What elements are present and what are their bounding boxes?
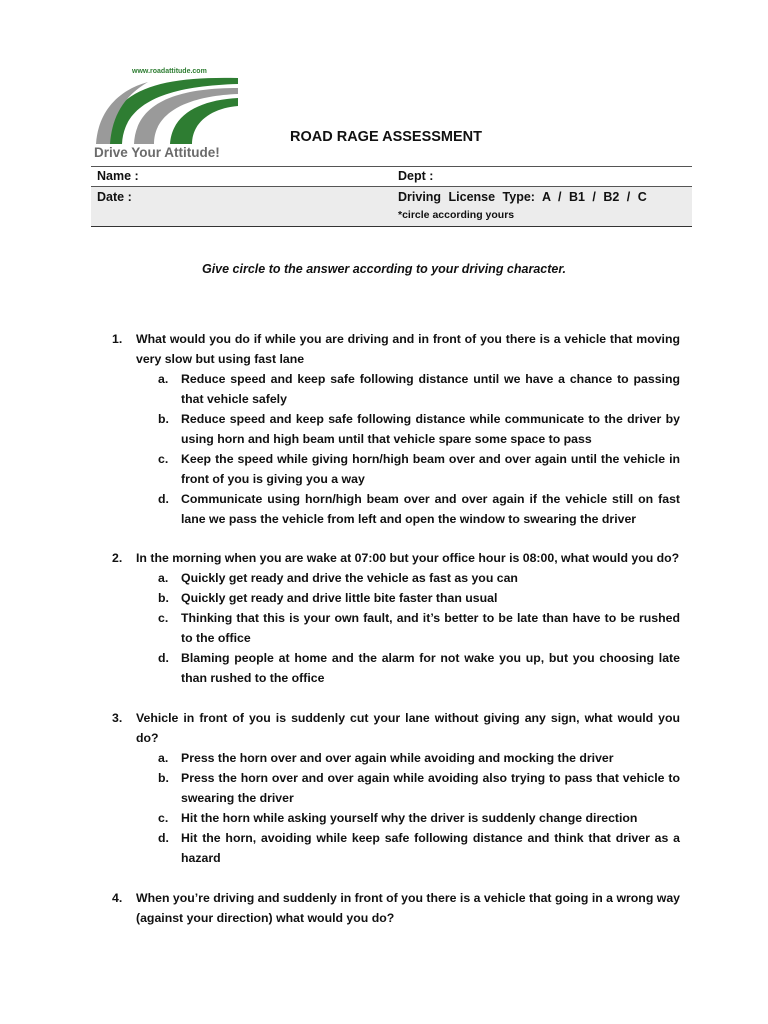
- option-letter: b.: [158, 591, 169, 605]
- option-c: [112, 808, 680, 828]
- question-text: What would you do if while you are driving and in front of you there is a vehicle that moving very slow but using fast lane: [136, 332, 680, 366]
- option-letter: a.: [158, 571, 169, 585]
- question-number: 1.: [112, 332, 123, 346]
- option-letter: d.: [158, 492, 169, 506]
- question-3: [112, 708, 680, 868]
- option-b: [112, 588, 680, 608]
- option-letter: d.: [158, 651, 169, 665]
- question-text: In the morning when you are wake at 07:00 but your office hour is 08:00, what would you do?: [136, 551, 680, 565]
- option-text: Quickly get ready and drive the vehicle as fast as you can: [181, 571, 518, 585]
- question-text: Vehicle in front of you is suddenly cut your lane without giving any sign, what would you do?: [136, 711, 680, 745]
- option-text: Press the horn over and over again while avoiding also trying to pass that vehicle to swearing the driver: [181, 771, 680, 805]
- option-text: Blaming people at home and the alarm for not wake you up, but you choosing late than rushed to the office: [181, 651, 680, 685]
- name-field-label: Name :: [97, 169, 139, 183]
- option-a: [112, 568, 680, 588]
- option-list: [112, 568, 680, 688]
- option-d: [112, 828, 680, 868]
- question-2: [112, 548, 680, 688]
- page-title: ROAD RAGE ASSESSMENT: [290, 129, 483, 145]
- option-d: [112, 489, 680, 529]
- logo-tagline: Drive Your Attitude!: [94, 145, 220, 160]
- option-letter: b.: [158, 412, 169, 426]
- option-c: [112, 449, 680, 489]
- option-text: Hit the horn while asking yourself why the driver is suddenly change direction: [181, 811, 638, 825]
- info-table: [91, 166, 692, 227]
- option-letter: c.: [158, 811, 169, 825]
- option-letter: a.: [158, 751, 169, 765]
- road-curve-icon: [88, 72, 240, 148]
- option-text: Reduce speed and keep safe following distance until we have a chance to passing that vehicle safely: [181, 372, 680, 406]
- option-c: [112, 608, 680, 648]
- option-text: Communicate using horn/high beam over and over again if the vehicle still on fast lane we pass the vehicle from left and open the window to swearing the driver: [181, 492, 680, 526]
- option-d: [112, 648, 680, 688]
- option-letter: c.: [158, 452, 169, 466]
- option-text: Keep the speed while giving horn/high beam over and over again until the vehicle in front of you is giving you a way: [181, 452, 680, 486]
- question-number: 3.: [112, 711, 123, 725]
- license-type-label: Driving License Type: A / B1 / B2 / C: [398, 190, 647, 204]
- option-list: [112, 748, 680, 868]
- info-row-date-license: [91, 187, 692, 226]
- question-4: [112, 888, 680, 928]
- option-letter: b.: [158, 771, 169, 785]
- question-number: 4.: [112, 891, 123, 905]
- question-number: 2.: [112, 551, 123, 565]
- instruction-text: Give circle to the answer according to your driving character.: [201, 262, 566, 276]
- date-field-label: Date :: [97, 190, 132, 204]
- option-text: Hit the horn, avoiding while keep safe following distance and think that driver as a hazard: [181, 831, 680, 865]
- company-logo: [88, 66, 240, 162]
- question-text: When you’re driving and suddenly in front of you there is a vehicle that going in a wrong way (against your direction) what would you do?: [136, 891, 680, 925]
- question-1: [112, 329, 680, 529]
- option-a: [112, 748, 680, 768]
- license-note: *circle according yours: [398, 209, 515, 221]
- option-text: Quickly get ready and drive little bite faster than usual: [181, 591, 498, 605]
- option-list: [112, 369, 680, 529]
- info-row-name-dept: [91, 167, 692, 187]
- option-text: Reduce speed and keep safe following distance while communicate to the driver by using horn and high beam until that vehicle spare some space to pass: [181, 412, 680, 446]
- option-letter: a.: [158, 372, 169, 386]
- option-b: [112, 768, 680, 808]
- option-text: Thinking that this is your own fault, and it’s better to be late than have to be rushed to the office: [181, 611, 680, 645]
- dept-field-label: Dept :: [398, 169, 434, 183]
- option-letter: c.: [158, 611, 169, 625]
- option-letter: d.: [158, 831, 169, 845]
- option-a: [112, 369, 680, 409]
- logo-url: www.roadattitude.com: [132, 68, 207, 75]
- option-text: Press the horn over and over again while avoiding and mocking the driver: [181, 751, 614, 765]
- option-b: [112, 409, 680, 449]
